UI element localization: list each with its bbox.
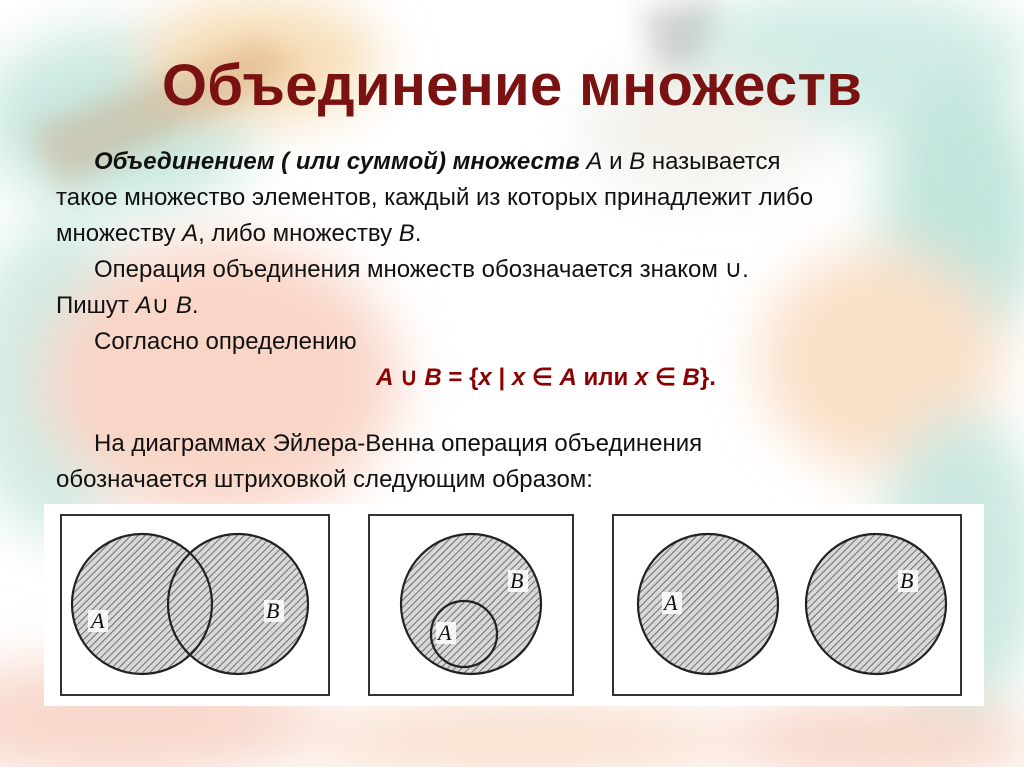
formula-set-a: A	[559, 364, 577, 391]
definition-line-1	[56, 144, 956, 180]
write-expr-union: ∪	[151, 292, 170, 319]
formula-union: ∪	[400, 364, 418, 391]
set-a-circle	[638, 534, 778, 674]
write-label: Пишут	[56, 292, 129, 319]
formula-b: B	[424, 364, 442, 391]
set-b-inline: B	[398, 220, 415, 247]
venn-overlapping	[60, 514, 330, 696]
formula-or: или	[583, 364, 629, 391]
formula-close-brace: }.	[699, 364, 716, 391]
formula-x2: x	[511, 364, 526, 391]
and-word: и	[609, 148, 623, 175]
set-b-label: B	[629, 148, 646, 175]
diagram3-label-b: B	[900, 568, 914, 593]
definition-line-3-mid: , либо множеству	[198, 220, 393, 247]
set-a-inline: A	[182, 220, 199, 247]
set-b-circle	[401, 534, 541, 674]
formula-x1: x	[478, 364, 492, 391]
diagram2-label-b: B	[510, 568, 524, 593]
operation-text: Операция объединения множеств обозначается знаком	[94, 256, 718, 283]
write-line	[56, 288, 956, 324]
diagram3-label-a: A	[664, 590, 678, 615]
formula-in-1: ∈	[531, 364, 553, 391]
venn-intro-line-2: обозначается штриховкой следующим образом:	[56, 466, 593, 493]
formula-eq: =	[448, 364, 463, 391]
operation-end: .	[742, 256, 749, 283]
formula-bar: |	[498, 364, 506, 391]
write-expr-b: B	[175, 292, 192, 319]
diagram1-label-b: B	[266, 598, 280, 623]
definition-tail: называется	[651, 148, 781, 175]
set-b-circle	[806, 534, 946, 674]
operation-line	[56, 252, 956, 288]
union-symbol: ∪	[724, 256, 743, 283]
formula-in-2: ∈	[654, 364, 676, 391]
diagram2-label-a: A	[438, 620, 452, 645]
by-definition-line: Согласно определению	[94, 328, 357, 355]
set-a-label: A	[586, 148, 603, 175]
formula-set-b: B	[682, 364, 700, 391]
venn-disjoint	[612, 514, 962, 696]
diagram1-label-a: A	[91, 608, 105, 633]
definition-line-3	[56, 216, 956, 252]
formula-open-brace: {	[469, 364, 479, 391]
definition-term: Объединением ( или суммой) множеств	[94, 148, 580, 175]
definition-line-2: такое множество элементов, каждый из которых принадлежит либо	[56, 184, 814, 211]
union-formula	[56, 360, 956, 396]
venn-subset	[368, 514, 574, 696]
write-end: .	[191, 292, 199, 319]
formula-a: A	[376, 364, 394, 391]
definition-line-3-end: .	[414, 220, 422, 247]
slide-body	[56, 144, 956, 498]
venn-diagrams-panel	[44, 504, 984, 706]
formula-x3: x	[634, 364, 649, 391]
write-expr-a: A	[135, 292, 152, 319]
page-title: Объединение множеств	[161, 53, 863, 118]
venn-intro-line-1: На диаграммах Эйлера-Венна операция объединения	[94, 430, 703, 457]
definition-line-3-start: множеству	[56, 220, 176, 247]
